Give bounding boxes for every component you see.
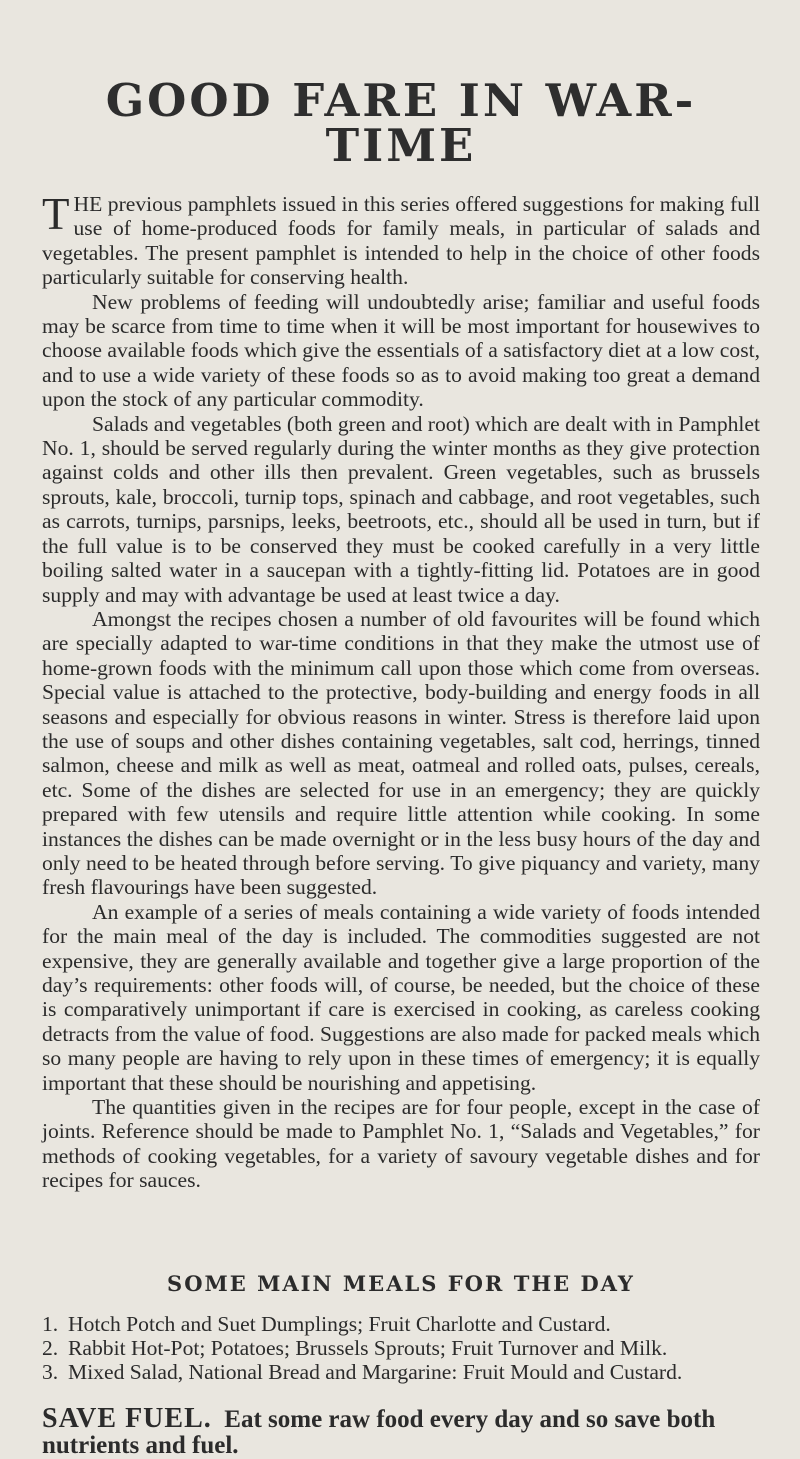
meal-number: 1. (42, 1311, 59, 1336)
page-title: GOOD FARE IN WAR-TIME (105, 74, 697, 172)
meals-list (42, 1312, 760, 1384)
list-item (42, 1360, 760, 1384)
save-fuel-tip (42, 1402, 760, 1459)
paragraph-salads-vegetables: Salads and vegetables (both green and root) which are dealt with in Pamphlet No. 1, should be served regularly during the winter months as they give protection against colds and other ills then prevalent. Green vegetables, such as brussels sprouts, kale, broccoli, turnip tops, spinach and cabbage, and root vegetables, such as carrots, turnips, parsnips, leeks, beetroots, etc., should all be used in turn, but if the full value is to be conserved they must be cooked carefully in a very little boiling salted water in a saucepan with a tightly-fitting lid. Potatoes are in good supply and may with advantage be used at least twice a day. (42, 411, 761, 607)
intro-text: HE previous pamphlets issued in this series offered suggestions for making full use of home-produced foods for family meals, in particular of salads and vegetables. The present pamphlet is intended to help in the choice of other foods particularly suitable for conserving health. (42, 192, 760, 290)
meal-text: Mixed Salad, National Bread and Margarine: Fruit Mould and Custard. (68, 1359, 683, 1384)
intro-paragraph (42, 189, 760, 290)
tip-lead: SAVE FUEL. (42, 1402, 212, 1434)
paragraph-recipes: Amongst the recipes chosen a number of old favourites will be found which are specially adapted to war-time conditions in that they make the utmost use of home-grown foods with the minimum call upon those which come from overseas. Special value is attached to the protective, body-building and energy foods in all seasons and especially for obvious reasons in winter. Stress is therefore laid upon the use of soups and other dishes containing vegetables, salt cod, herrings, tinned salmon, cheese and milk as well as meat, oatmeal and rolled oats, pulses, cereals, etc. Some of the dishes are selected for use in an emergency; they are quickly prepared with few utensils and require little attention while cooking. In some instances the dishes can be made overnight or in the less busy hours of the day and only need to be heated through before serving. To give piquancy and variety, many fresh flavourings have been suggested. (42, 606, 760, 900)
paragraph-scarcity: New problems of feeding will undoubtedly arise; familiar and useful foods may be scarce from time to time when it will be most important for housewives to choose available foods which give the essentials of a satisfactory diet at a low cost, and to use a wide variety of these foods so as to avoid making too great a demand upon the stock of any particular commodity. (42, 289, 760, 412)
paragraph-quantities: The quantities given in the recipes are for four people, except in the case of joints. Reference should be made to Pamphlet No. 1, “Salads and Vegetables,” for methods of cooking vegetables, for a variety of savoury vegetable dishes and for recipes for sauces. (42, 1095, 760, 1193)
list-item (42, 1312, 760, 1336)
meal-text: Rabbit Hot-Pot; Potatoes; Brussels Sprouts; Fruit Turnover and Milk. (68, 1335, 668, 1360)
meal-number: 3. (42, 1359, 59, 1384)
body-text (42, 189, 761, 1193)
meal-text: Hotch Potch and Suet Dumplings; Fruit Charlotte and Custard. (68, 1311, 611, 1336)
drop-cap: T (42, 189, 70, 239)
meal-number: 2. (42, 1335, 59, 1360)
meals-heading: SOME MAIN MEALS FOR THE DAY (167, 1270, 635, 1296)
list-item (42, 1336, 760, 1360)
tip-text: Eat some raw food every day and so save both nutrients and fuel. (42, 1405, 716, 1459)
paragraph-meals-example: An example of a series of meals containing a wide variety of foods intended for the main meal of the day is included. The commodities suggested are not expensive, they are generally available and together give a large proportion of the day’s requirements: other foods will, of course, be needed, but the choice of these is comparatively unimportant if care is exercised in cooking, as careless cooking detracts from the value of food. Suggestions are also made for packed meals which so many people are having to rely upon in these times of emergency; it is equally important that these should be nourishing and appetising. (42, 899, 760, 1095)
